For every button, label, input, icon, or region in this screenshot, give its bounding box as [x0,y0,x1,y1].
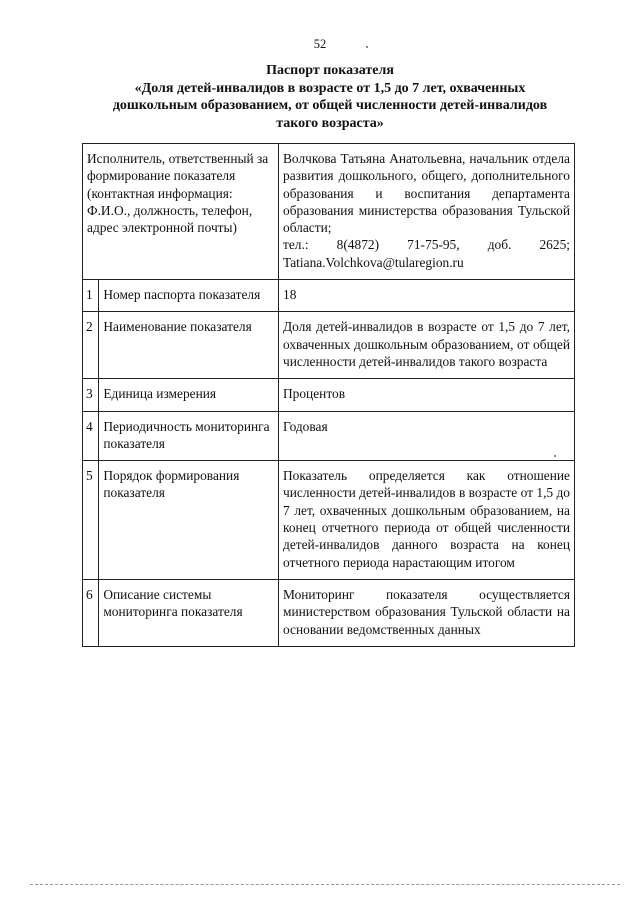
row-label: Описание системы мониторинга показателя [99,579,279,646]
executor-label: Исполнитель, ответственный за формирование показателя (контактная информация: Ф.И.О., должность, телефон, адрес электронной почты) [83,144,279,280]
row-number: 2 [83,312,99,379]
executor-name-position: Волчкова Татьяна Анатольевна, начальник отдела развития дошкольного, общего, дополнительного образования и воспитания департамента образования министерства образования Тульской области; [283,151,570,236]
executor-phone: тел.: 8(4872) 71-75-95, доб. 2625; [283,237,570,253]
row-value: 18 [279,280,575,312]
row-value: Процентов [279,379,575,411]
row-value: Годовая [279,411,575,461]
row-label: Наименование показателя [99,312,279,379]
scan-speck [366,46,368,48]
table-row [83,280,575,312]
document-title [70,62,590,132]
table-row [83,579,575,646]
executor-email: Tatiana.Volchkova@tularegion.ru [283,254,464,270]
row-number: 5 [83,461,99,580]
page-number: 52 [313,37,327,51]
table-row [83,461,575,580]
table-row [83,379,575,411]
table-row [83,312,575,379]
row-label: Порядок формирования показателя [99,461,279,580]
row-number: 1 [83,280,99,312]
table-row [83,411,575,461]
title-line-1: Паспорт показателя [266,63,394,78]
scan-speck [554,455,556,457]
row-value: Показатель определяется как отношение численности детей-инвалидов в возрасте от 1,5 до 7 лет, охваченных дошкольным образованием, на конец отчетного периода от общей численности детей-инвалидов данного возраста на конец отчетного периода нарастающим итогом [279,461,575,580]
row-value: Мониторинг показателя осуществляется министерством образования Тульской области на основании ведомственных данных [279,579,575,646]
scan-footer-artifact [30,884,620,886]
row-label: Единица измерения [99,379,279,411]
executor-value [279,144,575,280]
title-line-2: «Доля детей-инвалидов в возрасте от 1,5 до 7 лет, охваченных [134,80,526,96]
title-line-3: дошкольным образованием, от общей численности детей-инвалидов [112,98,548,113]
passport-table [82,143,575,647]
row-number: 4 [83,411,99,461]
row-number: 6 [83,579,99,646]
row-number: 3 [83,379,99,411]
row-value: Доля детей-инвалидов в возрасте от 1,5 до 7 лет, охваченных дошкольным образованием, от общей численности детей-инвалидов такого возраста [279,312,575,379]
executor-row [83,144,575,280]
title-line-4: такого возраста» [276,115,384,131]
row-label: Периодичность мониторинга показателя [99,411,279,461]
row-label: Номер паспорта показателя [99,280,279,312]
